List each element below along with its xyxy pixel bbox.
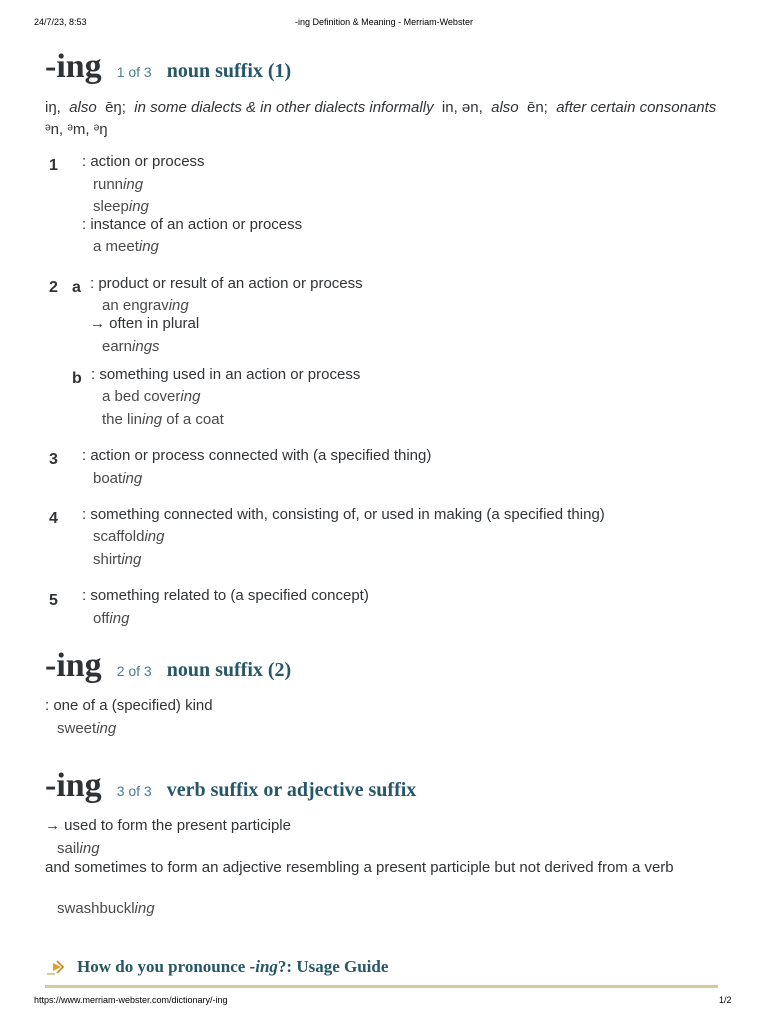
usage-guide-link[interactable] bbox=[45, 957, 388, 977]
definition-text: : something used in an action or process bbox=[91, 366, 361, 383]
example: a bed covering bbox=[102, 388, 201, 405]
example: sweeting bbox=[57, 720, 117, 737]
example: swashbuckling bbox=[57, 900, 155, 917]
definition-text: : one of a (specified) kind bbox=[45, 697, 213, 714]
arrow-icon: → bbox=[45, 817, 60, 834]
example: scaffolding bbox=[93, 528, 165, 545]
definition-text: → used to form the present participle bbox=[45, 817, 291, 834]
arrow-icon: → bbox=[90, 315, 105, 332]
example: an engraving bbox=[102, 297, 189, 314]
function-label[interactable]: verb suffix or adjective suffix bbox=[166, 779, 417, 801]
print-url: https://www.merriam-webster.com/dictionary/-ing bbox=[34, 995, 228, 1005]
sense-number: 5 bbox=[49, 592, 58, 609]
example: a meeting bbox=[93, 238, 159, 255]
pron-label: in some dialects & in other dialects informally bbox=[134, 99, 434, 116]
function-label[interactable]: noun suffix (1) bbox=[166, 60, 292, 82]
definition-text: : product or result of an action or process bbox=[90, 275, 363, 292]
definition-text: : action or process connected with (a specified thing) bbox=[82, 447, 432, 464]
sense-number: 3 bbox=[49, 451, 58, 468]
pronunciation bbox=[45, 97, 725, 141]
pron-text: in, ən, bbox=[441, 99, 483, 116]
pron-label: also bbox=[491, 99, 519, 116]
pron-label: after certain consonants bbox=[556, 99, 717, 116]
divider bbox=[45, 985, 718, 988]
entry-number: 3 of 3 bbox=[116, 783, 152, 799]
headword: -ing bbox=[45, 767, 102, 804]
pron-text: ēn; bbox=[527, 99, 548, 116]
sense-letter: b bbox=[72, 370, 82, 387]
example: sleeping bbox=[93, 198, 149, 215]
page-number: 1/2 bbox=[719, 995, 732, 1005]
pron-text: iŋ, bbox=[45, 99, 61, 116]
sense-number: 2 bbox=[49, 279, 58, 296]
definition-text: : something related to (a specified concept) bbox=[82, 587, 369, 604]
entry-header-1 bbox=[45, 48, 291, 86]
definition-text: : action or process bbox=[82, 153, 205, 170]
headword: -ing bbox=[45, 647, 102, 684]
print-title: -ing Definition & Meaning - Merriam-Webster bbox=[295, 17, 473, 27]
example: running bbox=[93, 176, 144, 193]
definition-text: : something connected with, consisting of, or used in making (a specified thing) bbox=[82, 506, 605, 523]
sense-letter: a bbox=[72, 279, 81, 296]
definition-text: and sometimes to form an adjective resembling a present participle but not derived from a verb bbox=[45, 859, 674, 876]
example: shirting bbox=[93, 551, 142, 568]
entry-header-3 bbox=[45, 767, 416, 805]
definition-text: : instance of an action or process bbox=[82, 216, 303, 233]
pointing-hand-icon bbox=[45, 957, 69, 977]
function-label[interactable]: noun suffix (2) bbox=[166, 659, 292, 681]
sense-number: 4 bbox=[49, 510, 58, 527]
example: the lining of a coat bbox=[102, 411, 224, 428]
sense-number: 1 bbox=[49, 157, 58, 174]
pron-label: also bbox=[69, 99, 97, 116]
entry-header-2 bbox=[45, 647, 291, 685]
print-datetime: 24/7/23, 8:53 bbox=[34, 17, 87, 27]
example: earnings bbox=[102, 338, 160, 355]
pron-text: ēŋ; bbox=[105, 99, 126, 116]
pron-text: ᵊn, ᵊm, ᵊŋ bbox=[45, 121, 108, 138]
usage-guide-title[interactable]: How do you pronounce -ing?: Usage Guide bbox=[77, 957, 389, 976]
example: offing bbox=[93, 610, 130, 627]
entry-number: 2 of 3 bbox=[116, 663, 152, 679]
headword: -ing bbox=[45, 48, 102, 85]
example: boating bbox=[93, 470, 143, 487]
usage-note: → often in plural bbox=[90, 315, 200, 332]
example: sailing bbox=[57, 840, 100, 857]
entry-number: 1 of 3 bbox=[116, 64, 152, 80]
